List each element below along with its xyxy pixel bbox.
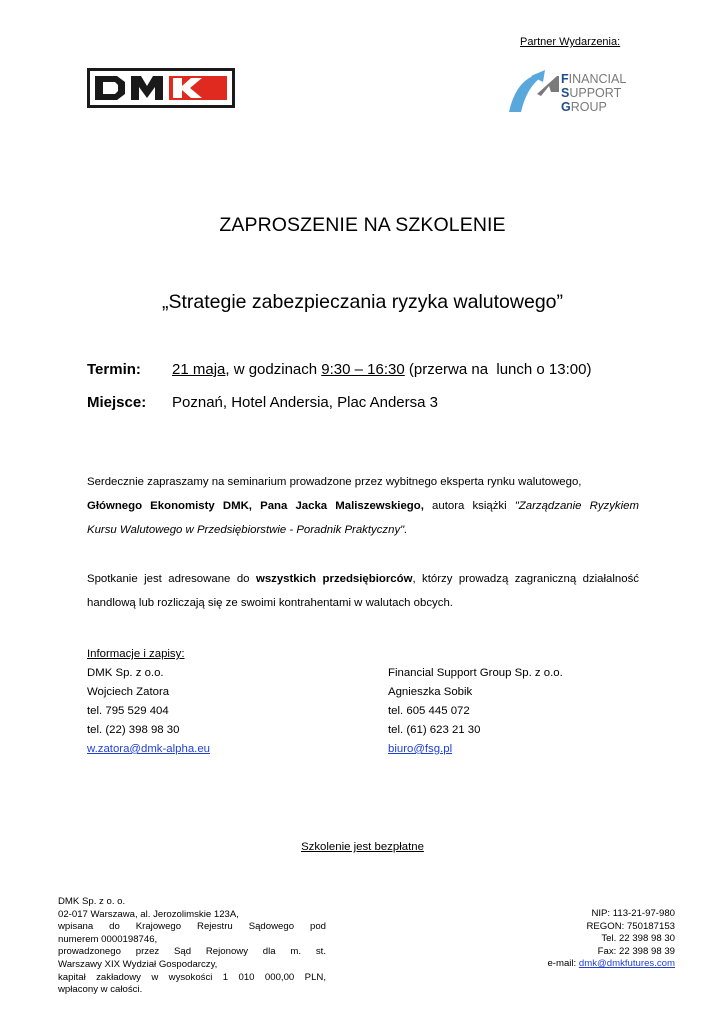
fsg-logo (505, 70, 645, 114)
footer-left-line: numerem 0000198746, (58, 933, 158, 945)
contact-right-email-link[interactable]: biuro@fsg.pl (388, 743, 453, 755)
termin-hours: 9:30 – 16:30 (321, 361, 405, 378)
footer-email-link[interactable]: dmk@dmkfutures.com (578, 958, 675, 970)
paragraph1-italic2: Kursu Walutowego w Przedsiębiorstwie - Poradnik Praktyczny". (87, 524, 408, 536)
free-training-note: Szkolenie jest bezpłatne (301, 841, 424, 853)
paragraph1-italic1: "Zarządzanie Ryzykiem (514, 500, 639, 512)
svg-text:GROUP: GROUP (561, 100, 607, 114)
footer-nip: NIP: 113-21-97-980 (591, 908, 675, 919)
paragraph2-a: Spotkanie jest adresowane do (87, 573, 256, 585)
footer-regon: REGON: 750187153 (586, 920, 675, 932)
svg-text:FINANCIAL: FINANCIAL (561, 72, 627, 86)
contact-right-person: Agnieszka Sobik (388, 686, 473, 698)
termin-value (172, 361, 591, 378)
footer-contact-info (547, 908, 675, 971)
contact-left-tel1: tel. 795 529 404 (87, 705, 169, 717)
contact-right-company: Financial Support Group Sp. z o.o. (388, 667, 563, 679)
paragraph2-bold: wszystkich przedsiębiorców (255, 573, 413, 585)
paragraph2-b: , którzy prowadzą zagraniczną działalność (412, 573, 639, 585)
miejsce-label: Miejsce: (87, 394, 147, 411)
footer-fax: Fax: 22 398 98 39 (597, 945, 675, 957)
termin-text-a: , w godzinach (225, 361, 322, 378)
page-title: ZAPROSZENIE NA SZKOLENIE (219, 214, 506, 236)
paragraph2-line2: handlową lub rozliczają się ze swoimi kontrahentami w walutach obcych. (87, 597, 453, 609)
contact-left-person: Wojciech Zatora (87, 686, 170, 698)
footer-left-line: wpisana do Krajowego Rejestru Sądowego pod (58, 921, 326, 933)
contact-right (388, 664, 563, 759)
contact-left (87, 664, 210, 759)
paragraph1-line2 (87, 494, 639, 518)
footer-left-line: 02-017 Warszawa, al. Jerozolimskie 123A, (58, 908, 239, 920)
termin-text-b: (przerwa na lunch o 13:00) (404, 361, 592, 378)
audience-paragraph (87, 567, 639, 615)
invitation-paragraph (87, 470, 639, 542)
contact-right-tel2: tel. (61) 623 21 30 (388, 724, 481, 736)
contact-left-tel2: tel. (22) 398 98 30 (87, 724, 180, 736)
svg-text:SUPPORT: SUPPORT (561, 86, 622, 100)
training-subtitle: „Strategie zabezpieczania ryzyka walutowego” (161, 291, 564, 313)
paragraph1-mid: autora książki (423, 500, 515, 512)
contact-left-company: DMK Sp. z o.o. (87, 667, 164, 679)
termin-label: Termin: (87, 361, 141, 378)
contact-right-tel1: tel. 605 445 072 (388, 705, 470, 717)
contacts-heading: Informacje i zapisy: (87, 648, 185, 660)
contact-left-email-link[interactable]: w.zatora@dmk-alpha.eu (87, 743, 210, 755)
paragraph1-line1: Serdecznie zapraszamy na seminarium prowadzone przez wybitnego eksperta rynku walutowego, (87, 476, 582, 488)
footer-email-label: e-mail: (547, 958, 579, 970)
footer-left-line: prowadzonego przez Sąd Rejonowy dla m. st. (58, 946, 326, 958)
footer-left-line: wpłacony w całości. (58, 984, 143, 996)
footer-left-line: Warszawy XIX Wydział Gospodarczy, (58, 958, 218, 970)
paragraph2-line1 (87, 567, 639, 591)
miejsce-value: Poznań, Hotel Andersia, Plac Andersa 3 (172, 394, 439, 411)
partner-label: Partner Wydarzenia: (520, 36, 621, 48)
footer-email-line (547, 958, 675, 971)
footer-left-line: DMK Sp. z o. o. (58, 896, 126, 907)
dmk-logo (87, 68, 235, 108)
paragraph1-bold: Głównego Ekonomisty DMK, Pana Jacka Maliszewskiego, (87, 500, 424, 512)
footer-company-info (58, 896, 326, 997)
termin-date: 21 maja (172, 361, 226, 378)
footer-tel: Tel. 22 398 98 30 (601, 933, 675, 945)
footer-left-line: kapitał zakładowy w wysokości 1 010 000,00 PLN, (58, 971, 326, 983)
